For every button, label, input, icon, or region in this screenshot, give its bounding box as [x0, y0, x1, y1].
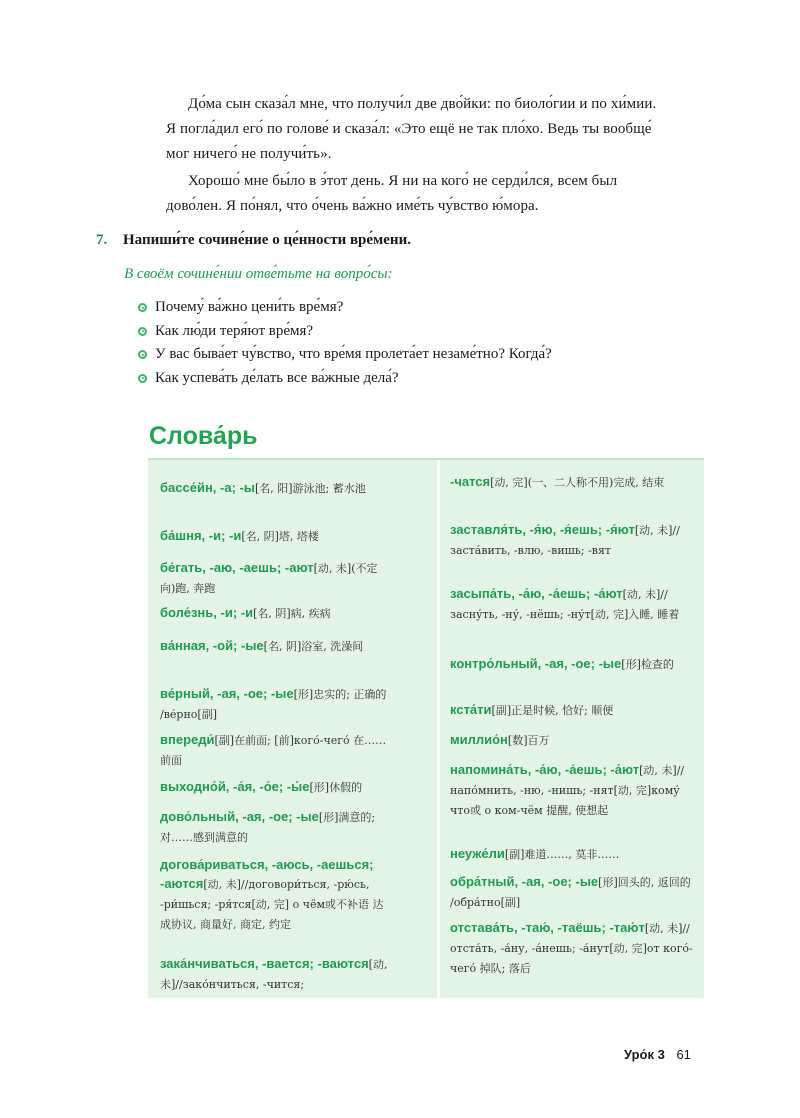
task-heading — [96, 232, 411, 249]
question-text: Как лю́ди теря́ют вре́мя? — [155, 322, 314, 339]
vocab-entry: засыпа́ть, -а́ю, -а́ешь; -а́ют[动, 未]//засну́ть, -ну́, -нёшь; -ну́т[动, 完]入睡, 睡着 — [450, 586, 680, 621]
bullet-icon — [138, 303, 147, 312]
vocab-entry: впереди́[副]在前面; [前]кого́-чего́ 在……前面 — [160, 732, 387, 767]
question-text: У вас быва́ет чу́вство, что вре́мя пролета́ет незаме́тно? Когда́? — [155, 346, 552, 362]
vocab-entry: дово́льный, -ая, -ое; -ые[形]满意的; 对……感到满意的 — [160, 809, 376, 844]
vocab-entry: бассе́йн, -а; -ы[名, 阳]游泳池; 蓄水池 — [160, 480, 366, 495]
column-divider — [437, 460, 440, 998]
vocab-box — [148, 458, 704, 998]
vocab-entry: контро́льный, -ая, -ое; -ые[形]检查的 — [450, 656, 674, 671]
vocab-entry: зака́нчиваться, -вается; -ваются[动, 未]//зако́нчиться, -чится; — [160, 956, 388, 991]
question-item — [138, 367, 552, 391]
question-item — [138, 320, 552, 344]
story-paragraph-2: Хорошо́ мне бы́ло в э́тот день. Я ни на кого́ не серди́лся, всем был дово́лен. Я по́нял, что о́чень ва́жно име́ть чу́вство ю́мора. — [166, 173, 618, 214]
question-item — [138, 343, 552, 367]
task-instruction: В своём сочине́нии отве́тьте на вопро́сы: — [124, 266, 393, 282]
vocab-entry: боле́знь, -и; -и[名, 阴]病, 疾病 — [160, 605, 331, 620]
vocab-entry: догова́риваться, -аюсь, -аешься; -аются[动, 未]//договори́ться, -рю́сь, -ри́шься; -ря́тся[动, 完] о чём或不补语 达成协议, 商量好, 商定, 约定 — [160, 857, 384, 931]
vocab-entry: заставля́ть, -я́ю, -я́ешь; -я́ют[动, 未]//заста́вить, -влю, -вишь; -вят — [450, 522, 680, 557]
vocab-entry: выходно́й, -а́я, -о́е; -ы́е[形]休假的 — [160, 779, 363, 794]
question-item — [138, 296, 552, 320]
vocab-entry: отстава́ть, -таю́, -таёшь; -таю́т[动, 未]//отста́ть, -а́ну, -а́нешь; -а́нут[动, 完]от кого́-чего́ 掉队; 落后 — [450, 920, 693, 975]
vocab-entry: миллио́н[数]百万 — [450, 732, 550, 747]
task-number: 7. — [96, 232, 108, 248]
question-text: Почему́ ва́жно цени́ть вре́мя? — [155, 299, 344, 315]
vocab-entry: бе́гать, -аю, -аешь; -ают[动, 未](不定向)跑, 奔跑 — [160, 560, 378, 595]
bullet-icon — [138, 327, 147, 336]
vocab-title: Слова́рь — [149, 422, 258, 450]
page-footer — [624, 1047, 691, 1062]
bullet-icon — [138, 374, 147, 383]
vocab-entry: обра́тный, -ая, -ое; -ые[形]回头的, 返回的 /обра́тно[副] — [450, 874, 691, 909]
question-list — [138, 296, 552, 390]
vocab-entry: -чатся[动, 完](一、二人称不用)完成, 结束 — [450, 474, 665, 489]
vocab-entry: кста́ти[副]正是时候, 恰好; 顺便 — [450, 702, 614, 717]
task-title: Напиши́те сочине́ние о це́нности вре́мени. — [123, 232, 411, 248]
vocab-entry: напомина́ть, -а́ю, -а́ешь; -а́ют[动, 未]//напо́мнить, -ню, -нишь; -нят[动, 完]кому́ что或 о ком-чём 提醒, 使想起 — [450, 762, 685, 817]
vocab-entry: ве́рный, -ая, -ое; -ые[形]忠实的; 正确的 /ве́рно[副] — [160, 686, 387, 721]
vocab-entry: ва́нная, -ой; -ые[名, 阴]浴室, 洗澡间 — [160, 638, 364, 653]
question-text: Как успева́ть де́лать все ва́жные дела́? — [155, 369, 399, 386]
lesson-label: Уро́к 3 — [624, 1047, 665, 1062]
story-paragraph-1: До́ма сын сказа́л мне, что получи́л две дво́йки: по биоло́гии и по хи́мии. Я погла́дил его́ по голове́ и сказа́л: «Это ещё не так пло́хо. Ведь ты вообще́ мог ничего́ не получи́ть». — [166, 96, 657, 162]
story-text — [166, 92, 662, 219]
vocab-entry: неуже́ли[副]难道……, 莫非…… — [450, 846, 620, 861]
bullet-icon — [138, 350, 147, 359]
vocab-entry: ба́шня, -и; -и[名, 阴]塔, 塔楼 — [160, 528, 319, 543]
page-number: 61 — [676, 1047, 691, 1062]
